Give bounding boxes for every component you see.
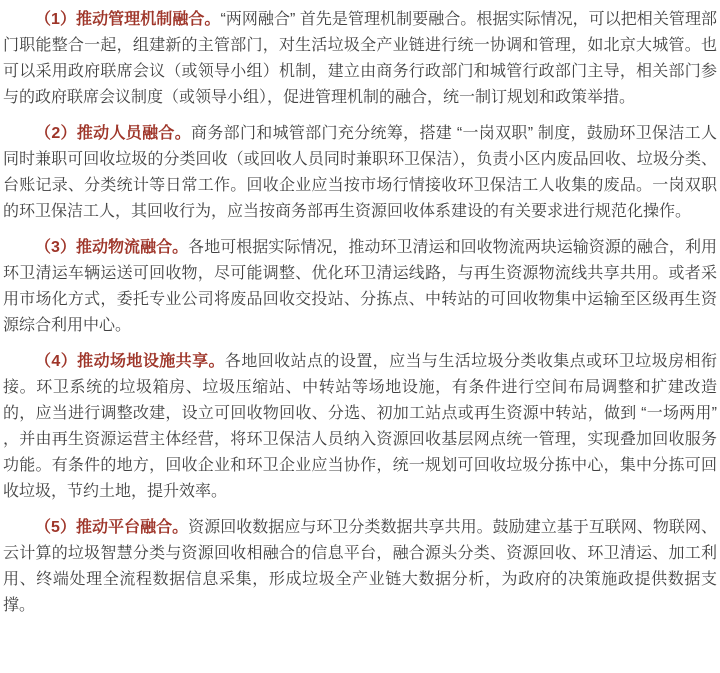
paragraph-2-label: （2） [35, 125, 77, 142]
paragraph-1-label: （1） [35, 11, 77, 28]
paragraph-2-body: 商务部门和城管部门充分统筹，搭建 “一岗双职” 制度，鼓励环卫保洁工人同时兼职可回收垃圾的分类回收（或回收人员同时兼职环卫保洁），负责小区内废品回收、垃圾分类、台账记录、分类统计等日常工作。回收企业应当按市场行情接收环卫保洁工人收集的废品。一岗双职的环卫保洁工人，其回收行为，应当按商务部再生资源回收体系建设的有关要求进行规范化操作。 [3, 125, 717, 220]
paragraph-2-heading-text: 推动人员融合。 [76, 125, 192, 142]
paragraph-4-label: （4） [35, 353, 78, 370]
paragraph-3 [3, 235, 717, 339]
paragraph-2-heading [35, 125, 191, 142]
paragraph-4-heading [35, 353, 225, 370]
paragraph-3-heading [35, 239, 188, 256]
paragraph-5 [3, 515, 717, 619]
paragraph-3-heading-text: 推动物流融合。 [75, 239, 189, 256]
paragraph-5-label: （5） [35, 519, 76, 536]
paragraph-1-heading [35, 11, 220, 28]
paragraph-1-body: “两网融合” 首先是管理机制要融合。根据实际情况，可以把相关管理部门职能整合一起，组建新的主管部门，对生活垃圾全产业链进行统一协调和管理，如北京大城管。也可以采用政府联席会议（或领导小组）机制，建立由商务行政部门和城管行政部门主导，相关部门参与的政府联席会议制度（或领导小组），促进管理机制的融合，统一制订规划和政策举措。 [3, 11, 717, 106]
paragraph-5-body: 资源回收数据应与环卫分类数据共享共用。鼓励建立基于互联网、物联网、云计算的垃圾智慧分类与资源回收相融合的信息平台，融合源头分类、资源回收、环卫清运、加工利用、终端处理全流程数据信息采集，形成垃圾全产业链大数据分析，为政府的决策施政提供数据支撑。 [3, 519, 717, 614]
paragraph-5-heading [35, 519, 188, 536]
paragraph-4-body: 各地回收站点的设置，应当与生活垃圾分类收集点或环卫垃圾房相衔接。环卫系统的垃圾箱房、垃圾压缩站、中转站等场地设施，有条件进行空间布局调整和扩建改造的，应当进行调整改建，设立可回收物回收、分选、初加工站点或再生资源中转站，做到 “一场两用” ，并由再生资源运营主体经营，将环卫保洁人员纳入资源回收基层网点统一管理，实现叠加回收服务功能。有条件的地方，回收企业和环卫企业应当协作，统一规划可回收垃圾分拣中心，集中分拣可回收垃圾，节约土地，提升效率。 [3, 353, 717, 500]
paragraph-5-heading-text: 推动平台融合。 [75, 519, 189, 536]
paragraph-1 [3, 7, 717, 111]
paragraph-4 [3, 349, 717, 505]
paragraph-2 [3, 121, 717, 225]
paragraph-3-body: 各地可根据实际情况，推动环卫清运和回收物流两块运输资源的融合，利用环卫清运车辆运送可回收物，尽可能调整、优化环卫清运线路，与再生资源物流线共享共用。或者采用市场化方式，委托专业公司将废品回收交投站、分拣点、中转站的可回收物集中运输至区级再生资源综合利用中心。 [3, 239, 717, 334]
paragraph-1-heading-text: 推动管理机制融合。 [76, 11, 221, 28]
paragraph-4-heading-text: 推动场地设施共享。 [77, 353, 225, 370]
paragraph-3-label: （3） [35, 239, 76, 256]
